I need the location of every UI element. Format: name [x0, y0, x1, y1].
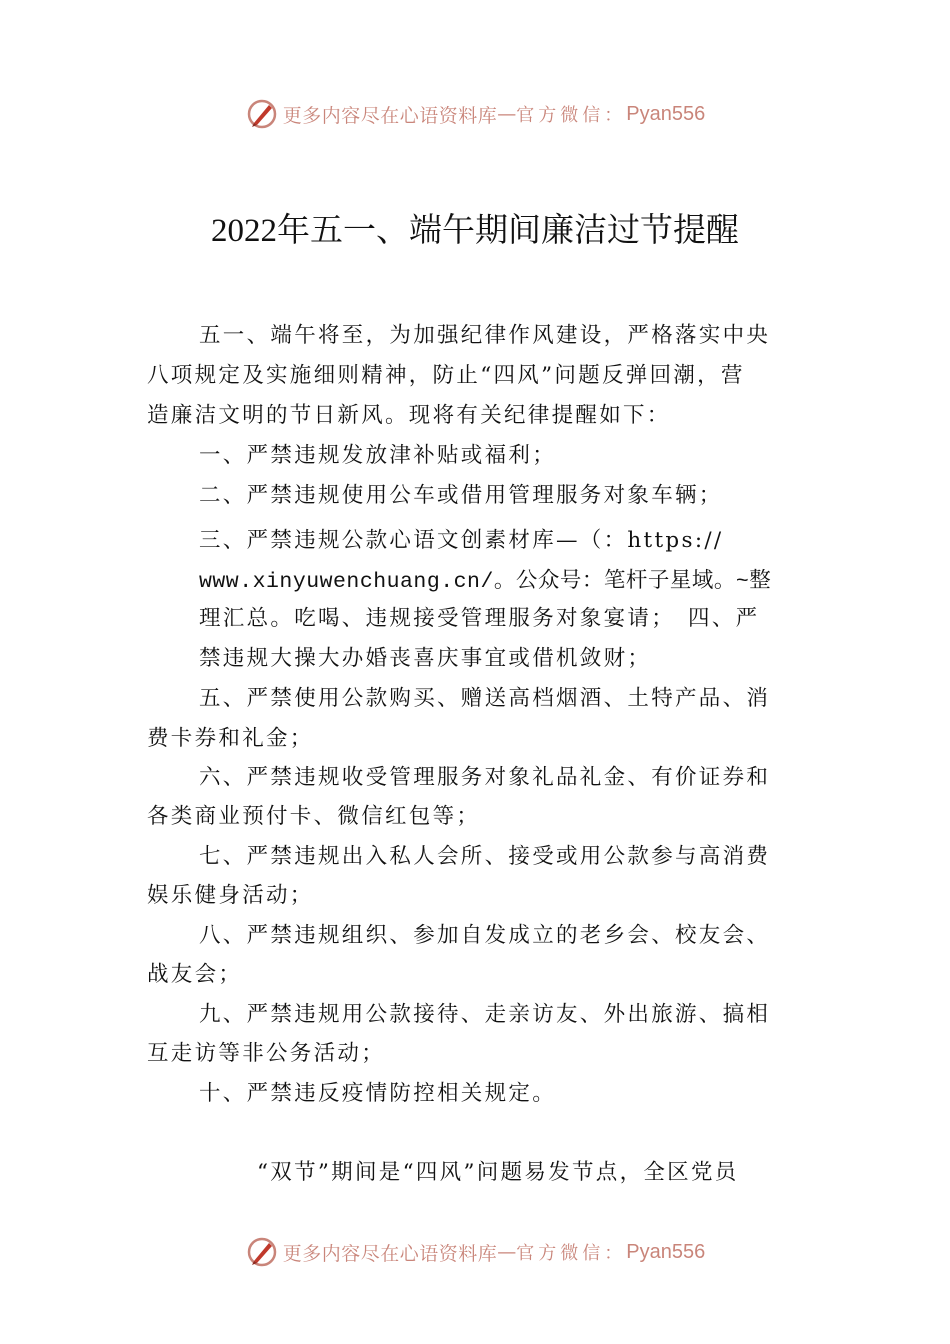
body-line: 各类商业预付卡、微信红包等；	[147, 804, 481, 829]
body-line: www.xinyuwenchuang.cn/。公众号：笔杆子星域。~整	[199, 570, 772, 594]
banner-main-text: 更多内容尽在心语资料库	[282, 1242, 498, 1265]
body-line: 二、严禁违规使用公车或借用管理服务对象车辆；	[199, 483, 723, 508]
body-line: 十、严禁违反疫情防控相关规定。	[199, 1081, 557, 1106]
banner-wechat-id: Pyan556	[626, 1240, 706, 1263]
body-line: 六、严禁违规收受管理服务对象礼品礼金、有价证券和	[199, 765, 771, 790]
body-line: 费卡券和礼金；	[147, 726, 314, 751]
body-line: 禁违规大操大办婚丧喜庆事宜或借机敛财；	[199, 646, 652, 671]
footer-banner	[0, 1232, 950, 1272]
body-line: 一、严禁违规发放津补贴或福利；	[199, 443, 557, 468]
banner-separator: —	[497, 103, 517, 125]
body-line: 八、严禁违规组织、参加自发成立的老乡会、校友会、	[199, 923, 771, 948]
pen-logo-icon	[245, 1235, 279, 1269]
body-line: 战友会；	[147, 962, 243, 987]
banner-separator: —	[497, 1241, 517, 1263]
document-body	[147, 318, 807, 1198]
body-line: 八项规定及实施细则精神，防止“四风”问题反弹回潮，营	[147, 363, 745, 388]
body-line: 五、严禁使用公款购买、赠送高档烟酒、土特产品、消	[199, 686, 771, 711]
banner-wechat-id: Pyan556	[626, 102, 706, 125]
body-line: 五一、端午将至，为加强纪律作风建设，严格落实中央	[199, 323, 771, 348]
banner-wechat-label: 官方微信：	[516, 1243, 627, 1264]
document-title: 2022年五一、端午期间廉洁过节提醒	[211, 213, 739, 249]
body-line: 七、严禁违规出入私人会所、接受或用公款参与高消费	[199, 844, 771, 869]
body-line: 娱乐健身活动；	[147, 883, 314, 908]
body-line: 造廉洁文明的节日新风。现将有关纪律提醒如下：	[147, 403, 671, 428]
pen-logo-icon	[245, 97, 279, 131]
header-banner	[0, 94, 950, 134]
body-line: 互走访等非公务活动；	[147, 1041, 386, 1066]
banner-main-text: 更多内容尽在心语资料库	[282, 104, 498, 127]
body-line: 三、严禁违规公款心语文创素材库—（：https://	[199, 528, 724, 553]
banner-wechat-label: 官方微信：	[516, 105, 627, 126]
body-line: 九、严禁违规用公款接待、走亲访友、外出旅游、搞相	[199, 1002, 771, 1027]
body-line: “双节”期间是“四风”问题易发节点，全区党员	[257, 1160, 739, 1185]
body-line: 理汇总。吃喝、违规接受管理服务对象宴请； 四、严	[199, 606, 760, 631]
